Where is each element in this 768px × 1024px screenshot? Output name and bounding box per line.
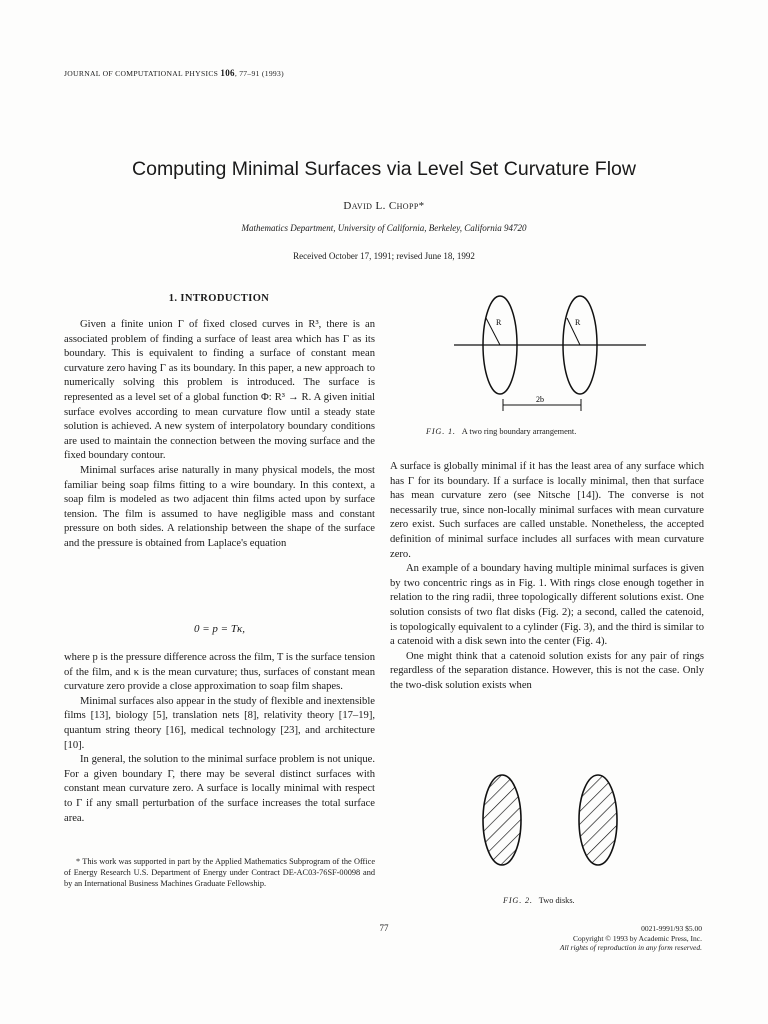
- paragraph: where p is the pressure difference across the film, T is the surface tension of the film, and κ is the mean curvature; thus, surfaces of constant mean curvature zero provide a close approximation to soap film shapes.: [64, 652, 375, 693]
- author-name: David L. Chopp*: [343, 200, 425, 212]
- figure-2-caption: [503, 896, 575, 905]
- copyright-block: [480, 924, 702, 953]
- journal-volume: 106: [220, 68, 235, 78]
- paragraph: One might think that a catenoid solution exists for any pair of rings regardless of the separation distance. However, this is not the case. Only the two-disk solution exists when: [390, 650, 704, 691]
- figure-2-two-disks: [470, 768, 640, 878]
- figure-1-caption-text: A two ring boundary arrangement.: [461, 427, 577, 436]
- figure-1-label: FIG. 1.: [426, 427, 456, 436]
- paragraph: A surface is globally minimal if it has the least area of any surface which has Γ for its boundary. If a surface is locally minimal, then that surface has mean curvature zero (see Nitsche [14]). The converse is not necessarily true, since non-locally minimal surfaces with mean curvature zero exist. Such surfaces are called unstable. Nonetheless, the accepted definition of minimal surface includes all surfaces with mean curvature zero.: [390, 461, 704, 560]
- paragraph: An example of a boundary having multiple minimal surfaces is given by two concentric rings as in Fig. 1. With rings close enough together in relation to the ring radii, three topologically different solutions exist. One solution consists of two flat disks (Fig. 2); a second, called the catenoid, is topologically equivalent to a cylinder (Fig. 3), and the third is similar to a catenoid with a disk sewn into the center (Fig. 4).: [390, 563, 704, 648]
- figure-2-caption-text: Two disks.: [538, 896, 575, 905]
- footnote: [64, 856, 375, 889]
- paragraph: Minimal surfaces also appear in the study of flexible and inextensible films [13], biology [5], translation nets [8], relativity theory [17–19], quantum string theory [16], medical technology [23], and architecture [10].: [64, 695, 375, 751]
- left-column-part-1: [64, 318, 375, 552]
- author-affiliation: Mathematics Department, University of California, Berkeley, California 94720: [241, 223, 527, 233]
- radius-label-right: R: [575, 318, 581, 327]
- journal-pages-year: , 77–91 (1993): [234, 69, 284, 78]
- paragraph: In general, the solution to the minimal surface problem is not unique. For a given boundary Γ, there may be several distinct surfaces with constant mean curvature zero. A surface is locally minimal with respect to Γ if any small perturbation of the surface increases the total surface area.: [64, 754, 375, 824]
- figure-1-two-rings: [450, 288, 650, 418]
- left-column-part-2: [64, 651, 375, 826]
- journal-name: JOURNAL OF COMPUTATIONAL PHYSICS: [64, 69, 219, 78]
- issn-price: 0021-9991/93 $5.00: [641, 924, 702, 933]
- page-number: 77: [379, 923, 389, 933]
- right-column: [390, 460, 704, 694]
- paper-title: Computing Minimal Surfaces via Level Set Curvature Flow: [132, 158, 636, 180]
- copyright-line: Copyright © 1993 by Academic Press, Inc.: [572, 933, 702, 943]
- laplace-equation: 0 = p = Tκ,: [194, 623, 245, 635]
- distance-label: 2b: [536, 395, 544, 404]
- figure-1-caption: [426, 427, 576, 436]
- figure-2-label: FIG. 2.: [503, 896, 533, 905]
- rights-line: All rights of reproduction in any form reserved.: [559, 943, 702, 953]
- received-dates: Received October 17, 1991; revised June 18, 1992: [293, 251, 475, 261]
- section-heading: 1. INTRODUCTION: [168, 293, 270, 304]
- radius-label-left: R: [496, 318, 502, 327]
- footnote-text: * This work was supported in part by the Applied Mathematics Subprogram of the Office of Energy Research U.S. Department of Energy under Contract DE-AC03-76SF-00098 and by an International Business Machines Graduate Fellowship.: [64, 857, 375, 888]
- paragraph: Given a finite union Γ of fixed closed curves in R³, there is an associated problem of finding a surface of least area which has Γ as its boundary. This is equivalent to finding a surface of constant mean curvature zero having Γ as its boundary. In this paper, a new approach to numerically solving this problem is introduced. The surface is represented as a level set of a global function Φ: R³ → R. A given initial surface evolves according to mean curvature flow until a steady state solution is achieved. A new system of interpolatory boundary conditions are used to maintain the connection between the moving surface and the fixed boundary contour.: [64, 319, 375, 462]
- paragraph: Minimal surfaces arise naturally in many physical models, the most familiar being soap films fitting to a wire boundary. In this context, a soap film is modeled as two adjacent thin films acted upon by surface tension. The film is assumed to have negligible mass and constant pressure on both sides. A relationship between the shape of the surface and the pressure is obtained from Laplace's equation: [64, 464, 375, 549]
- journal-header: [64, 68, 284, 78]
